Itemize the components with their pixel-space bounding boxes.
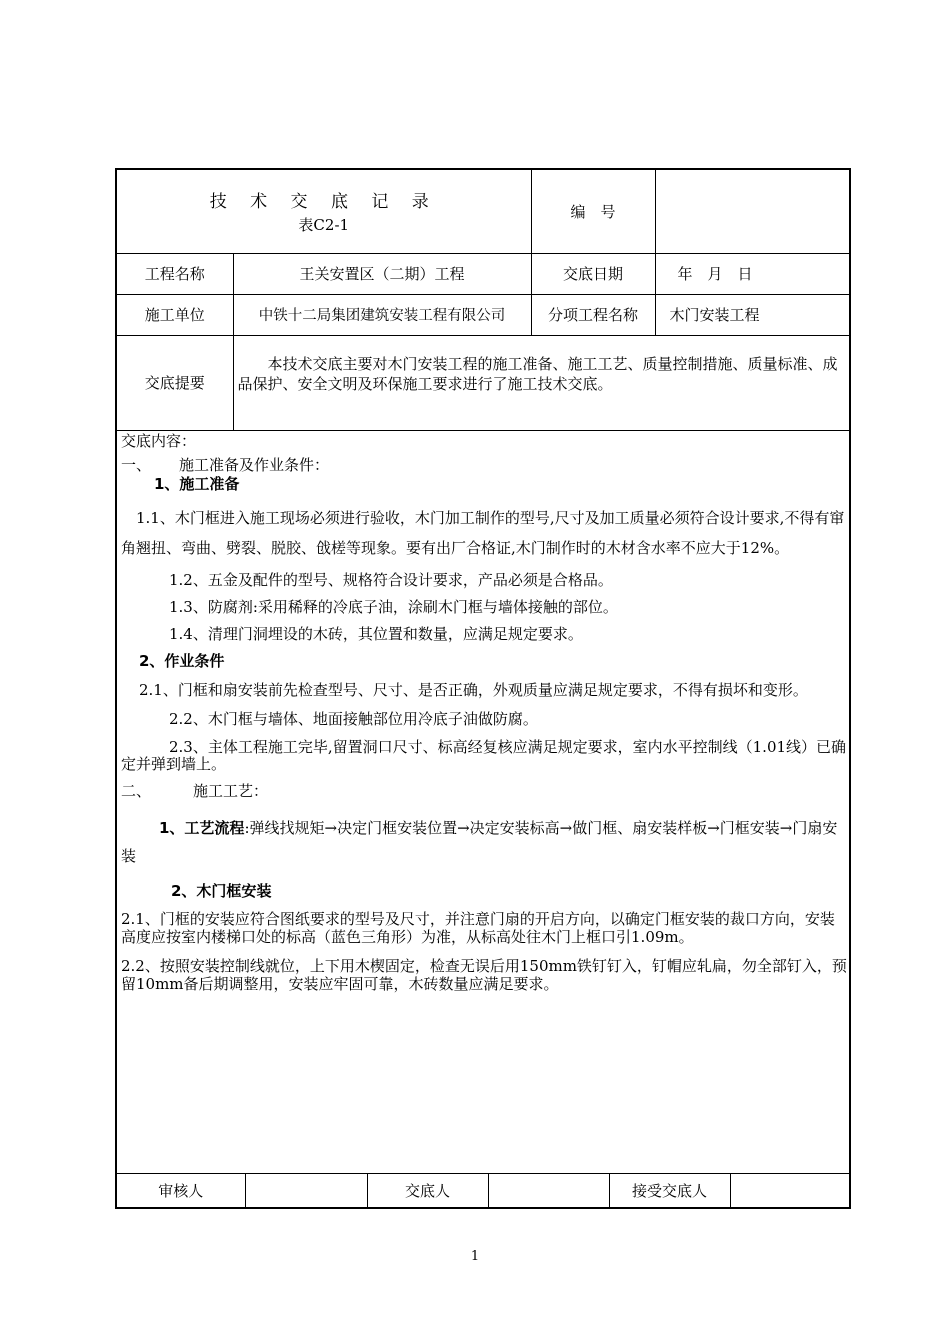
unit-label: 施工单位: [117, 294, 233, 335]
process-flow-label: 1、工艺流程: [159, 819, 245, 837]
project-name-label: 工程名称: [117, 253, 233, 294]
section-one-number: 一、: [121, 456, 152, 474]
content-intro: 交底内容：: [121, 432, 197, 450]
prep-heading: 1、施工准备: [154, 475, 240, 493]
para-3-2: 2.2、按照安装控制线就位，上下用木楔固定，检查无误后用150mm铁钉钉入，钉帽应轧扁，勿全部钉入，预留10mm备后期调整用，安装应牢固可靠，木砖数量应满足要求。: [121, 957, 847, 993]
frame-install-heading: 2、木门框安装: [171, 882, 272, 900]
discloser-label: 交底人: [367, 1174, 488, 1208]
unit-value: 中铁十二局集团建筑安装工程有限公司: [233, 294, 531, 335]
para-2-3: 2.3、主体工程施工完毕,留置洞口尺寸、标高经复核应满足规定要求，室内水平控制线（1.01线）已确定并弹到墙上。: [121, 738, 847, 773]
para-2-2: 2.2、木门框与墙体、地面接触部位用冷底子油做防腐。: [169, 710, 538, 728]
para-1-4: 1.4、清理门洞埋设的木砖，其位置和数量，应满足规定要求。: [169, 625, 583, 643]
project-name-value: 王关安置区（二期）工程: [233, 253, 531, 294]
form-title-cell: [117, 170, 531, 253]
reviewer-label: 审核人: [117, 1174, 245, 1208]
page-number: 1: [470, 1249, 480, 1264]
section-two-title: 施工工艺：: [193, 782, 269, 800]
section-one-title: 施工准备及作业条件：: [179, 456, 330, 474]
process-flow-text: :弹线找规矩→决定门框安装位置→决定安装标高→做门框、扇安装样板→门框安装→门扇安装: [121, 819, 838, 865]
section-two-number: 二、: [121, 782, 152, 800]
date-value: 年 月 日: [655, 253, 849, 294]
header-table: [117, 170, 849, 431]
number-value: [655, 170, 849, 253]
para-1-1: 1.1、木门框进入施工现场必须进行验收，木门加工制作的型号,尺寸及加工质量必须符合设计要求,不得有窜角翘扭、弯曲、劈裂、脱胶、戗槎等现象。要有出厂合格证,木门制作时的木材含水率不应大于12%。: [121, 509, 845, 557]
signature-table: [117, 1173, 849, 1207]
section-one-heading: [121, 456, 848, 475]
para-1-3: 1.3、防腐剂:采用稀释的冷底子油，涂刷木门框与墙体接触的部位。: [169, 598, 618, 616]
process-flow: [121, 814, 848, 870]
disclosure-record-form: [115, 168, 851, 1209]
discloser-signature: [488, 1174, 609, 1208]
form-code: 表C2-1: [298, 216, 350, 235]
para-1-2: 1.2、五金及配件的型号、规格符合设计要求，产品必须是合格品。: [169, 571, 613, 589]
receiver-label: 接受交底人: [609, 1174, 730, 1208]
conditions-heading: 2、作业条件: [139, 652, 225, 670]
summary-label: 交底提要: [117, 335, 233, 430]
section-two-heading: [121, 782, 848, 801]
receiver-signature: [730, 1174, 849, 1208]
form-title: 技 术 交 底 记 录: [209, 192, 438, 213]
para-2-1: 2.1、门框和扇安装前先检查型号、尺寸、是否正确，外观质量应满足规定要求，不得有损坏和变形。: [139, 681, 808, 699]
summary-value: 本技术交底主要对木门安装工程的施工准备、施工工艺、质量控制措施、质量标准、成品保护、安全文明及环保施工要求进行了施工技术交底。: [233, 335, 849, 430]
date-label: 交底日期: [531, 253, 655, 294]
para-3-1: 2.1、门框的安装应符合图纸要求的型号及尺寸，并注意门扇的开启方向，以确定门框安装的裁口方向，安装高度应按室内楼梯口处的标高（蓝色三角形）为准，从标高处往木门上框口引1.09m。: [121, 910, 835, 946]
reviewer-signature: [245, 1174, 367, 1208]
sub-project-value: 木门安装工程: [655, 294, 849, 335]
disclosure-content: [121, 432, 848, 993]
sub-project-label: 分项工程名称: [531, 294, 655, 335]
number-label: 编 号: [531, 170, 655, 253]
